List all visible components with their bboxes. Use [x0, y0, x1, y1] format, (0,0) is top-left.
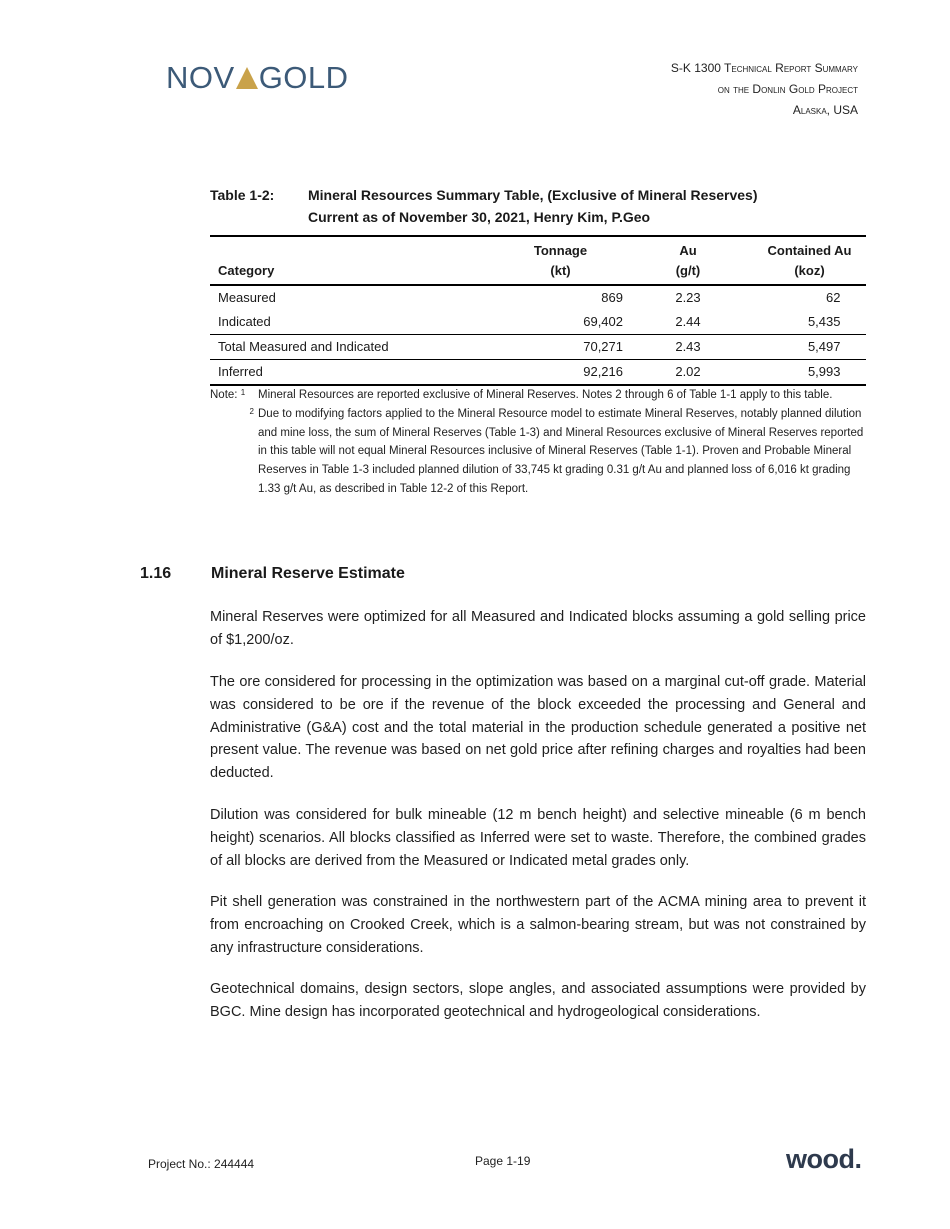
table-row [210, 360, 866, 386]
resources-table [210, 235, 866, 386]
header-au-line-2: (g/t) [675, 263, 701, 278]
header-tonnage-line-2: (kt) [550, 263, 571, 278]
header-contained-line-1: Contained Au [767, 243, 852, 258]
section-title: Mineral Reserve Estimate [211, 565, 405, 582]
cell-contained-value: 62 [826, 290, 841, 305]
header-line-1: S-K 1300 Technical Report Summary [670, 61, 858, 75]
cell-category: Measured [218, 290, 276, 305]
logo-triangle-icon [236, 67, 258, 89]
paragraph: Geotechnical domains, design sectors, slope angles, and associated assumptions were provided by BGC. Mine design has incorporated geotechnical and hydrogeological considerations. [210, 981, 866, 1020]
note-2 [210, 405, 868, 499]
cell-contained [753, 335, 866, 360]
note-label: Note: [210, 389, 238, 401]
resources-table-block [210, 184, 866, 386]
cell-category: Indicated [218, 314, 271, 329]
note-1 [210, 386, 868, 405]
header-au-line-1: Au [679, 243, 697, 258]
cell-au: 2.02 [623, 360, 753, 386]
cell-tonnage: 869 [601, 290, 623, 305]
paragraph: Pit shell generation was constrained in the northwestern part of the ACMA mining area to prevent it from encroaching on Crooked Creek, which is a salmon-bearing stream, but was not constrained by any infrastructure considerations. [210, 894, 866, 956]
table-row [210, 285, 866, 310]
section-number: 1.16 [140, 565, 172, 582]
table-caption-line-1: Mineral Resources Summary Table, (Exclusive of Mineral Reserves) [308, 187, 758, 203]
paragraph: Dilution was considered for bulk mineable (12 m bench height) and selective mineable (6 m bench height) scenarios. All blocks classified as Inferred were set to waste. Therefore, the combined grades of all blocks are derived from the Measured or Indicated metal grades only. [210, 807, 866, 869]
cell-tonnage: 69,402 [583, 314, 623, 329]
cell-category: Total Measured and Indicated [210, 335, 458, 360]
report-header [671, 58, 858, 121]
note-1-lead [210, 386, 258, 405]
table-caption-line-2: Current as of November 30, 2021, Henry Kim, P.Geo [308, 209, 651, 225]
header-contained-au [753, 236, 866, 285]
cell-au: 2.44 [675, 314, 701, 329]
page-number: Page 1-19 [475, 1154, 531, 1168]
note-1-number: 1 [240, 388, 246, 397]
wood-logo: wood. [786, 1144, 862, 1174]
header-line-2: on the Donlin Gold Project [717, 82, 858, 96]
cell-tonnage: 70,271 [458, 335, 623, 360]
header-tonnage-line-1: Tonnage [533, 243, 588, 258]
header-contained-line-2: (koz) [794, 263, 825, 278]
note-1-text: Mineral Resources are reported exclusive of Mineral Reserves. Notes 2 through 6 of Table 1-1 apply to this table. [258, 389, 833, 401]
header-category: Category [218, 263, 275, 278]
header-tonnage [458, 236, 623, 285]
cell-category: Inferred [210, 360, 458, 386]
project-number: Project No.: 244444 [148, 1157, 255, 1171]
cell-contained-value: 5,435 [807, 314, 841, 329]
cell-tonnage: 92,216 [458, 360, 623, 386]
cell-au: 2.43 [623, 335, 753, 360]
paragraph: Mineral Reserves were optimized for all Measured and Indicated blocks assuming a gold selling price of $1,200/oz. [210, 609, 866, 648]
cell-contained [753, 310, 866, 335]
table-caption [210, 184, 866, 228]
section-heading [140, 565, 405, 583]
table-caption-number: Table 1-2: [210, 187, 275, 203]
table-row [210, 335, 866, 360]
table-caption-text [308, 184, 866, 228]
table-notes [210, 386, 868, 499]
table-header-row [210, 236, 866, 285]
cell-contained [753, 285, 866, 310]
header-au [623, 236, 753, 285]
paragraph: The ore considered for processing in the optimization was based on a marginal cut-off grade. Material was considered to be ore if the revenue of the block exceeded the processing and General and Administrative (G&A) cost and the total material in the production schedule generated a positive net present value. The revenue was based on net gold price after refining charges and royalties had been deducted. [210, 674, 866, 782]
note-2-lead [210, 405, 258, 499]
cell-contained-value: 5,497 [807, 339, 841, 354]
cell-au: 2.23 [675, 290, 701, 305]
note-2-number: 2 [249, 406, 254, 416]
logo-text-right: GOLD [258, 60, 349, 95]
cell-contained [753, 360, 866, 386]
cell-contained-value: 5,993 [807, 364, 841, 379]
logo-text-left: NOV [166, 60, 235, 95]
note-2-text: Due to modifying factors applied to the Mineral Resource model to estimate Mineral Reserves, notably planned dilution and mine loss, the sum of Mineral Reserves (Table 1-3) and Mineral Resources exclusive of Mineral Reserves reported in this table will not equal Mineral Resources inclusive of Mineral Reserves (Table 1-1). Proven and Probable Mineral Reserves in Table 1-3 included planned dilution of 33,745 kt grading 0.31 g/t Au and planned loss of 6,016 kt grading 1.33 g/t Au, as described in Table 12-2 of this Report. [258, 407, 864, 495]
novagold-logo [166, 60, 349, 96]
header-line-3: Alaska, USA [792, 103, 858, 117]
table-row [210, 310, 866, 335]
